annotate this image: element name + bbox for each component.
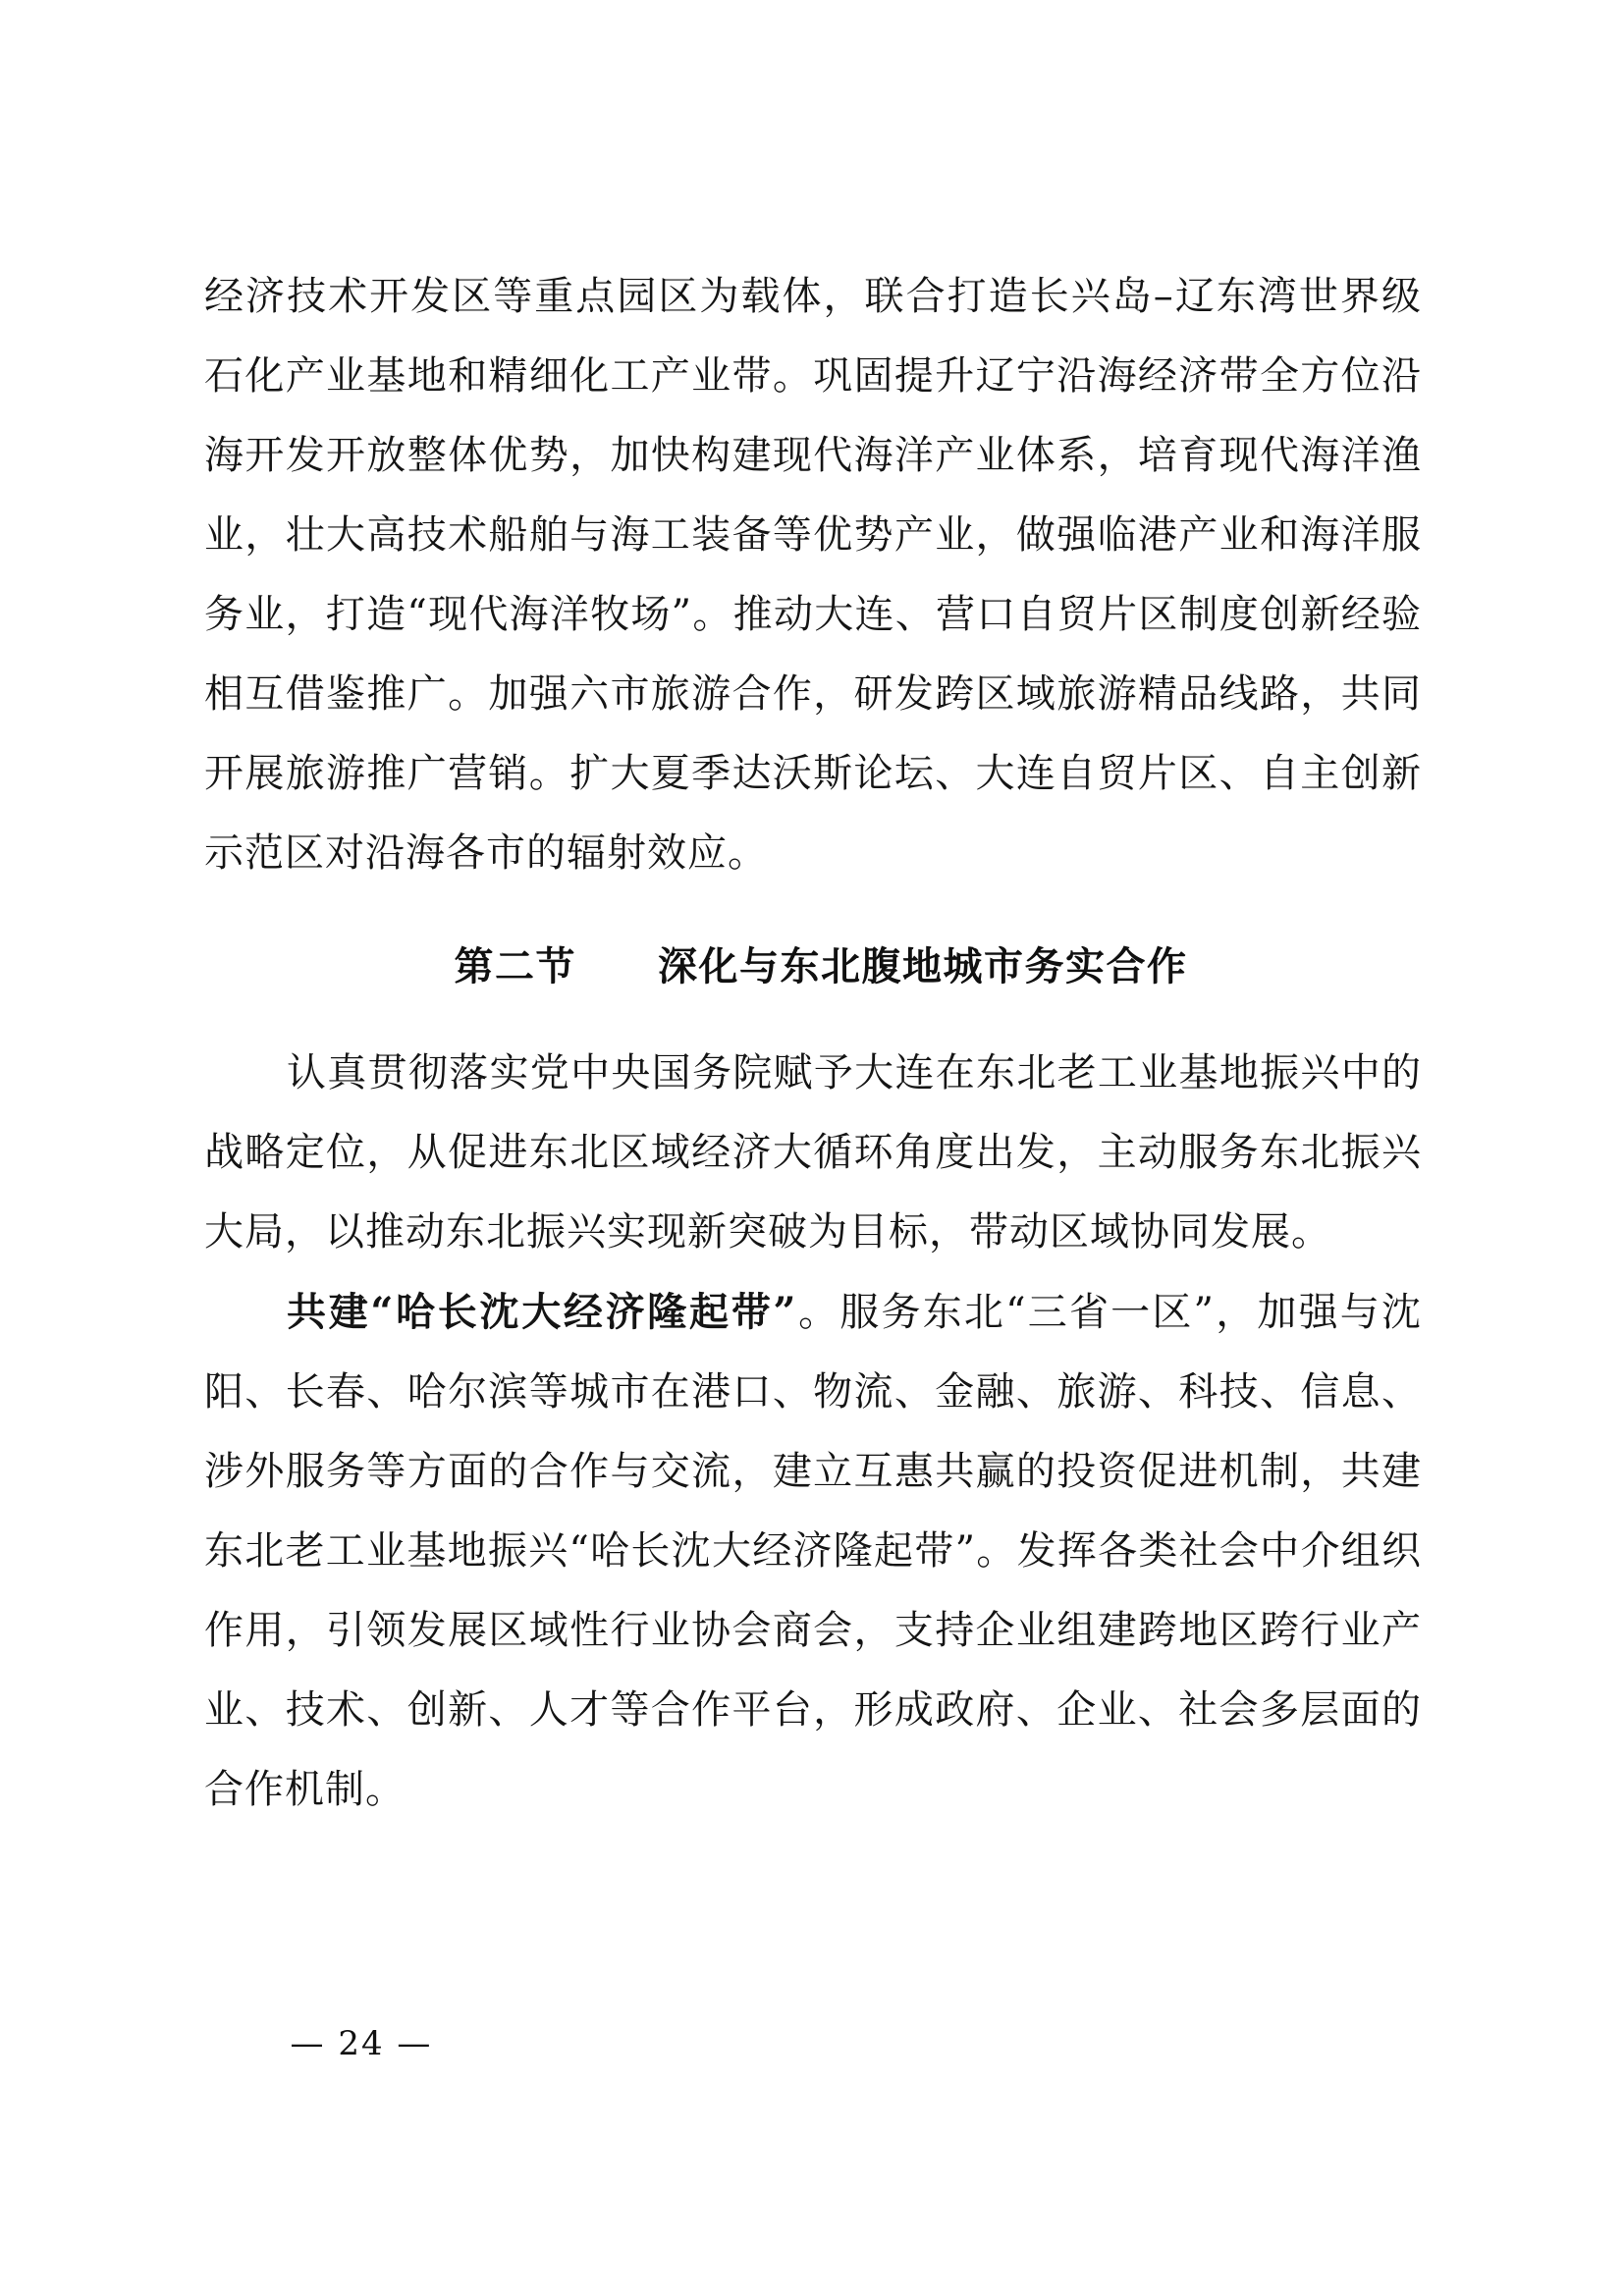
page-number: — 24 —: [290, 2024, 433, 2063]
page-content: [204, 257, 1422, 1830]
paragraph-northeast-revitalization: 认真贯彻落实党中央国务院赋予大连在东北老工业基地振兴中的战略定位，从促进东北区域经济大循环角度出发，主动服务东北振兴大局，以推动东北振兴实现新突破为目标，带动区域协同发展。: [204, 1050, 1422, 1255]
paragraph-body-ha-chang-shen-da: 。服务东北“三省一区”，加强与沈阳、长春、哈尔滨等城市在港口、物流、金融、旅游、科技、信息、涉外服务等方面的合作与交流，建立互惠共赢的投资促进机制，共建东北老工业基地振兴“哈长沈大经济隆起带”。发挥各类社会中介组织作用，引领发展区域性行业协会商会，支持企业组建跨地区跨行业产业、技术、创新、人才等合作平台，形成政府、企业、社会多层面的合作机制。: [204, 1290, 1422, 1812]
paragraph-ha-chang-shen-da-belt: [204, 1272, 1422, 1830]
paragraph-lead-ha-chang-shen-da: 共建“哈长沈大经济隆起带”: [287, 1289, 797, 1335]
paragraph-coastal-economic-belt: 经济技术开发区等重点园区为载体，联合打造长兴岛–辽东湾世界级石化产业基地和精细化工产业带。巩固提升辽宁沿海经济带全方位沿海开发开放整体优势，加快构建现代海洋产业体系，培育现代海洋渔业，壮大高技术船舶与海工装备等优势产业，做强临港产业和海洋服务业，打造“现代海洋牧场”。推动大连、营口自贸片区制度创新经验相互借鉴推广。加强六市旅游合作，研发跨区域旅游精品线路，共同开展旅游推广营销。扩大夏季达沃斯论坛、大连自贸片区、自主创新示范区对沿海各市的辐射效应。: [204, 274, 1422, 876]
section-heading-container: [204, 927, 1422, 1006]
section-heading-2: 第二节 深化与东北腹地城市务实合作: [454, 943, 1188, 989]
